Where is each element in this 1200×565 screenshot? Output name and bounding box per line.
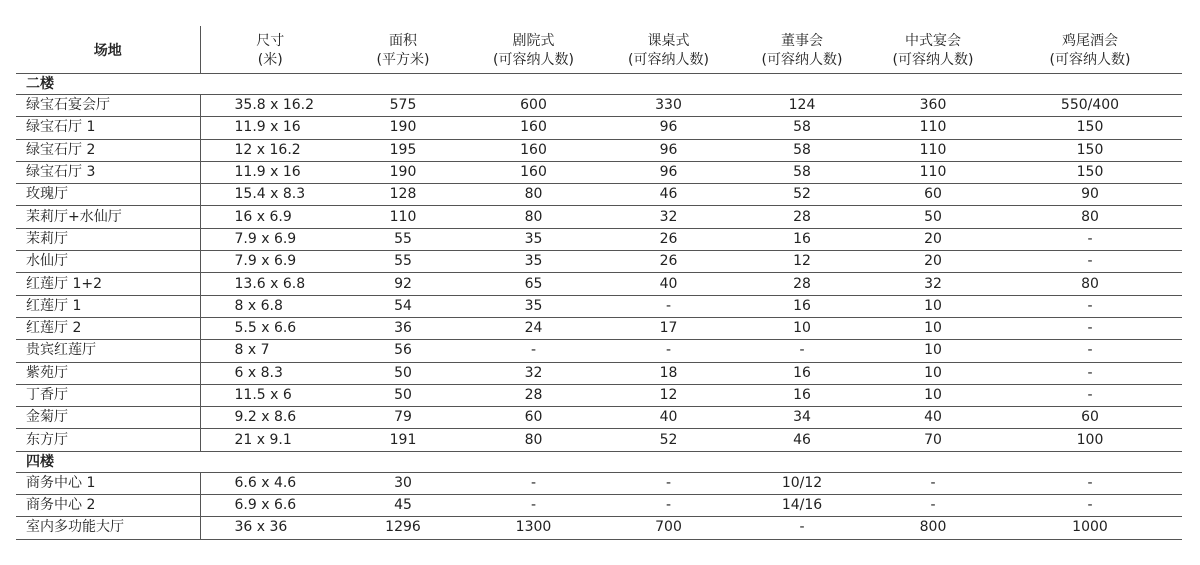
cell-banquet: 60 — [868, 184, 998, 206]
cell-boardroom: 16 — [736, 228, 868, 250]
venue-capacity-table — [16, 26, 1182, 540]
header-boardroom-unit: (可容纳人数) — [761, 52, 843, 68]
cell-banquet: - — [868, 495, 998, 517]
cell-venue-name: 绿宝石厅 2 — [16, 139, 200, 161]
table-row — [16, 429, 1182, 451]
cell-classroom: 330 — [601, 95, 736, 117]
cell-classroom: 32 — [601, 206, 736, 228]
cell-classroom: 17 — [601, 317, 736, 339]
header-theatre — [466, 26, 601, 74]
cell-size: 11.9 x 16 — [200, 161, 340, 183]
header-size-title: 尺寸 — [256, 33, 285, 49]
header-area-unit: (平方米) — [376, 52, 430, 68]
cell-venue-name: 玫瑰厅 — [16, 184, 200, 206]
header-banquet — [868, 26, 998, 74]
table-row — [16, 295, 1182, 317]
cell-area: 92 — [340, 273, 466, 295]
cell-classroom: 26 — [601, 228, 736, 250]
cell-venue-name: 商务中心 1 — [16, 472, 200, 494]
cell-venue-name: 绿宝石宴会厅 — [16, 95, 200, 117]
cell-size: 9.2 x 8.6 — [200, 407, 340, 429]
cell-banquet: 110 — [868, 161, 998, 183]
cell-cocktail: - — [998, 495, 1182, 517]
cell-boardroom: 10 — [736, 317, 868, 339]
cell-cocktail: 1000 — [998, 517, 1182, 539]
cell-theatre: 24 — [466, 317, 601, 339]
table-row — [16, 517, 1182, 539]
cell-banquet: 110 — [868, 117, 998, 139]
header-theatre-title: 剧院式 — [512, 33, 555, 49]
cell-classroom: - — [601, 295, 736, 317]
table-row — [16, 117, 1182, 139]
table-row — [16, 407, 1182, 429]
header-size-unit: (米) — [257, 52, 283, 68]
header-cocktail-unit: (可容纳人数) — [1049, 52, 1131, 68]
cell-area: 45 — [340, 495, 466, 517]
header-banquet-title: 中式宴会 — [905, 33, 961, 49]
cell-boardroom: 52 — [736, 184, 868, 206]
cell-cocktail: 550/400 — [998, 95, 1182, 117]
cell-classroom: 18 — [601, 362, 736, 384]
cell-cocktail: 80 — [998, 273, 1182, 295]
cell-cocktail: - — [998, 251, 1182, 273]
cell-size: 35.8 x 16.2 — [200, 95, 340, 117]
table-row — [16, 340, 1182, 362]
cell-cocktail: - — [998, 362, 1182, 384]
header-size — [200, 26, 340, 74]
section-row — [16, 74, 1182, 95]
section-title: 四楼 — [16, 451, 1182, 472]
cell-area: 128 — [340, 184, 466, 206]
header-boardroom-title: 董事会 — [781, 33, 823, 49]
cell-cocktail: - — [998, 228, 1182, 250]
cell-area: 55 — [340, 228, 466, 250]
cell-classroom: 96 — [601, 139, 736, 161]
cell-venue-name: 商务中心 2 — [16, 495, 200, 517]
table-row — [16, 184, 1182, 206]
cell-classroom: 52 — [601, 429, 736, 451]
table-row — [16, 206, 1182, 228]
cell-boardroom: 124 — [736, 95, 868, 117]
header-cocktail-title: 鸡尾酒会 — [1062, 33, 1118, 49]
cell-area: 79 — [340, 407, 466, 429]
header-venue: 场地 — [16, 26, 200, 74]
cell-banquet: 10 — [868, 384, 998, 406]
cell-theatre: 32 — [466, 362, 601, 384]
cell-theatre: 1300 — [466, 517, 601, 539]
cell-size: 8 x 6.8 — [200, 295, 340, 317]
cell-venue-name: 绿宝石厅 3 — [16, 161, 200, 183]
cell-classroom: 700 — [601, 517, 736, 539]
cell-banquet: 50 — [868, 206, 998, 228]
cell-classroom: - — [601, 472, 736, 494]
cell-classroom: 96 — [601, 161, 736, 183]
cell-banquet: 10 — [868, 362, 998, 384]
cell-classroom: 46 — [601, 184, 736, 206]
table-row — [16, 317, 1182, 339]
cell-size: 13.6 x 6.8 — [200, 273, 340, 295]
cell-banquet: 20 — [868, 228, 998, 250]
section-row — [16, 451, 1182, 472]
cell-theatre: 35 — [466, 228, 601, 250]
cell-area: 50 — [340, 384, 466, 406]
cell-venue-name: 水仙厅 — [16, 251, 200, 273]
table-row — [16, 251, 1182, 273]
cell-size: 6 x 8.3 — [200, 362, 340, 384]
cell-boardroom: 58 — [736, 117, 868, 139]
cell-size: 36 x 36 — [200, 517, 340, 539]
cell-venue-name: 绿宝石厅 1 — [16, 117, 200, 139]
cell-size: 7.9 x 6.9 — [200, 228, 340, 250]
cell-venue-name: 贵宾红莲厅 — [16, 340, 200, 362]
cell-venue-name: 室内多功能大厅 — [16, 517, 200, 539]
cell-venue-name: 金菊厅 — [16, 407, 200, 429]
cell-cocktail: 60 — [998, 407, 1182, 429]
cell-area: 195 — [340, 139, 466, 161]
cell-venue-name: 丁香厅 — [16, 384, 200, 406]
header-classroom-title: 课桌式 — [647, 33, 690, 49]
venue-capacity-table-container — [16, 26, 1182, 540]
cell-boardroom: - — [736, 340, 868, 362]
cell-boardroom: 58 — [736, 139, 868, 161]
cell-banquet: 360 — [868, 95, 998, 117]
cell-theatre: 80 — [466, 429, 601, 451]
table-row — [16, 362, 1182, 384]
cell-boardroom: 28 — [736, 206, 868, 228]
cell-venue-name: 茉莉厅+水仙厅 — [16, 206, 200, 228]
cell-theatre: 35 — [466, 295, 601, 317]
table-body — [16, 74, 1182, 540]
cell-banquet: 40 — [868, 407, 998, 429]
cell-classroom: 26 — [601, 251, 736, 273]
cell-size: 6.6 x 4.6 — [200, 472, 340, 494]
section-title: 二楼 — [16, 74, 1182, 95]
cell-classroom: - — [601, 340, 736, 362]
cell-theatre: 35 — [466, 251, 601, 273]
cell-cocktail: - — [998, 317, 1182, 339]
cell-cocktail: 150 — [998, 117, 1182, 139]
cell-classroom: 12 — [601, 384, 736, 406]
cell-banquet: 10 — [868, 340, 998, 362]
cell-boardroom: 16 — [736, 384, 868, 406]
cell-cocktail: - — [998, 384, 1182, 406]
cell-size: 21 x 9.1 — [200, 429, 340, 451]
cell-boardroom: 14/16 — [736, 495, 868, 517]
cell-area: 1296 — [340, 517, 466, 539]
cell-boardroom: 12 — [736, 251, 868, 273]
cell-banquet: 20 — [868, 251, 998, 273]
cell-classroom: 40 — [601, 407, 736, 429]
cell-banquet: - — [868, 472, 998, 494]
header-theatre-unit: (可容纳人数) — [493, 52, 574, 68]
table-row — [16, 384, 1182, 406]
cell-venue-name: 东方厅 — [16, 429, 200, 451]
table-row — [16, 139, 1182, 161]
table-row — [16, 495, 1182, 517]
cell-area: 56 — [340, 340, 466, 362]
cell-venue-name: 红莲厅 2 — [16, 317, 200, 339]
cell-venue-name: 紫苑厅 — [16, 362, 200, 384]
cell-cocktail: 90 — [998, 184, 1182, 206]
header-boardroom — [736, 26, 868, 74]
cell-area: 55 — [340, 251, 466, 273]
cell-banquet: 800 — [868, 517, 998, 539]
cell-area: 190 — [340, 161, 466, 183]
table-row — [16, 95, 1182, 117]
cell-size: 11.9 x 16 — [200, 117, 340, 139]
cell-cocktail: 150 — [998, 139, 1182, 161]
cell-theatre: 65 — [466, 273, 601, 295]
cell-boardroom: 16 — [736, 362, 868, 384]
cell-size: 15.4 x 8.3 — [200, 184, 340, 206]
header-classroom — [601, 26, 736, 74]
cell-size: 5.5 x 6.6 — [200, 317, 340, 339]
cell-size: 7.9 x 6.9 — [200, 251, 340, 273]
cell-cocktail: - — [998, 340, 1182, 362]
cell-area: 30 — [340, 472, 466, 494]
header-cocktail — [998, 26, 1182, 74]
cell-area: 54 — [340, 295, 466, 317]
header-banquet-unit: (可容纳人数) — [892, 52, 974, 68]
cell-cocktail: - — [998, 472, 1182, 494]
table-row — [16, 273, 1182, 295]
cell-cocktail: 150 — [998, 161, 1182, 183]
cell-banquet: 70 — [868, 429, 998, 451]
cell-theatre: 160 — [466, 139, 601, 161]
cell-theatre: 80 — [466, 206, 601, 228]
cell-size: 8 x 7 — [200, 340, 340, 362]
cell-cocktail: - — [998, 295, 1182, 317]
cell-venue-name: 红莲厅 1+2 — [16, 273, 200, 295]
cell-theatre: 28 — [466, 384, 601, 406]
header-area-title: 面积 — [389, 33, 417, 49]
cell-theatre: 160 — [466, 117, 601, 139]
cell-area: 575 — [340, 95, 466, 117]
cell-size: 16 x 6.9 — [200, 206, 340, 228]
cell-boardroom: 58 — [736, 161, 868, 183]
cell-cocktail: 80 — [998, 206, 1182, 228]
cell-banquet: 10 — [868, 295, 998, 317]
cell-classroom: 40 — [601, 273, 736, 295]
cell-banquet: 110 — [868, 139, 998, 161]
cell-area: 50 — [340, 362, 466, 384]
cell-classroom: 96 — [601, 117, 736, 139]
cell-size: 6.9 x 6.6 — [200, 495, 340, 517]
cell-size: 11.5 x 6 — [200, 384, 340, 406]
cell-theatre: 80 — [466, 184, 601, 206]
cell-venue-name: 茉莉厅 — [16, 228, 200, 250]
cell-banquet: 10 — [868, 317, 998, 339]
cell-area: 190 — [340, 117, 466, 139]
cell-area: 191 — [340, 429, 466, 451]
cell-area: 110 — [340, 206, 466, 228]
cell-boardroom: 10/12 — [736, 472, 868, 494]
cell-banquet: 32 — [868, 273, 998, 295]
header-row — [16, 26, 1182, 74]
table-row — [16, 228, 1182, 250]
table-row — [16, 161, 1182, 183]
cell-size: 12 x 16.2 — [200, 139, 340, 161]
cell-theatre: 60 — [466, 407, 601, 429]
cell-area: 36 — [340, 317, 466, 339]
cell-theatre: - — [466, 495, 601, 517]
cell-boardroom: 46 — [736, 429, 868, 451]
cell-theatre: - — [466, 472, 601, 494]
table-row — [16, 472, 1182, 494]
cell-theatre: 160 — [466, 161, 601, 183]
cell-boardroom: 16 — [736, 295, 868, 317]
cell-boardroom: 28 — [736, 273, 868, 295]
cell-classroom: - — [601, 495, 736, 517]
header-classroom-unit: (可容纳人数) — [628, 52, 709, 68]
cell-venue-name: 红莲厅 1 — [16, 295, 200, 317]
cell-boardroom: 34 — [736, 407, 868, 429]
cell-cocktail: 100 — [998, 429, 1182, 451]
cell-theatre: - — [466, 340, 601, 362]
cell-theatre: 600 — [466, 95, 601, 117]
cell-boardroom: - — [736, 517, 868, 539]
header-area — [340, 26, 466, 74]
